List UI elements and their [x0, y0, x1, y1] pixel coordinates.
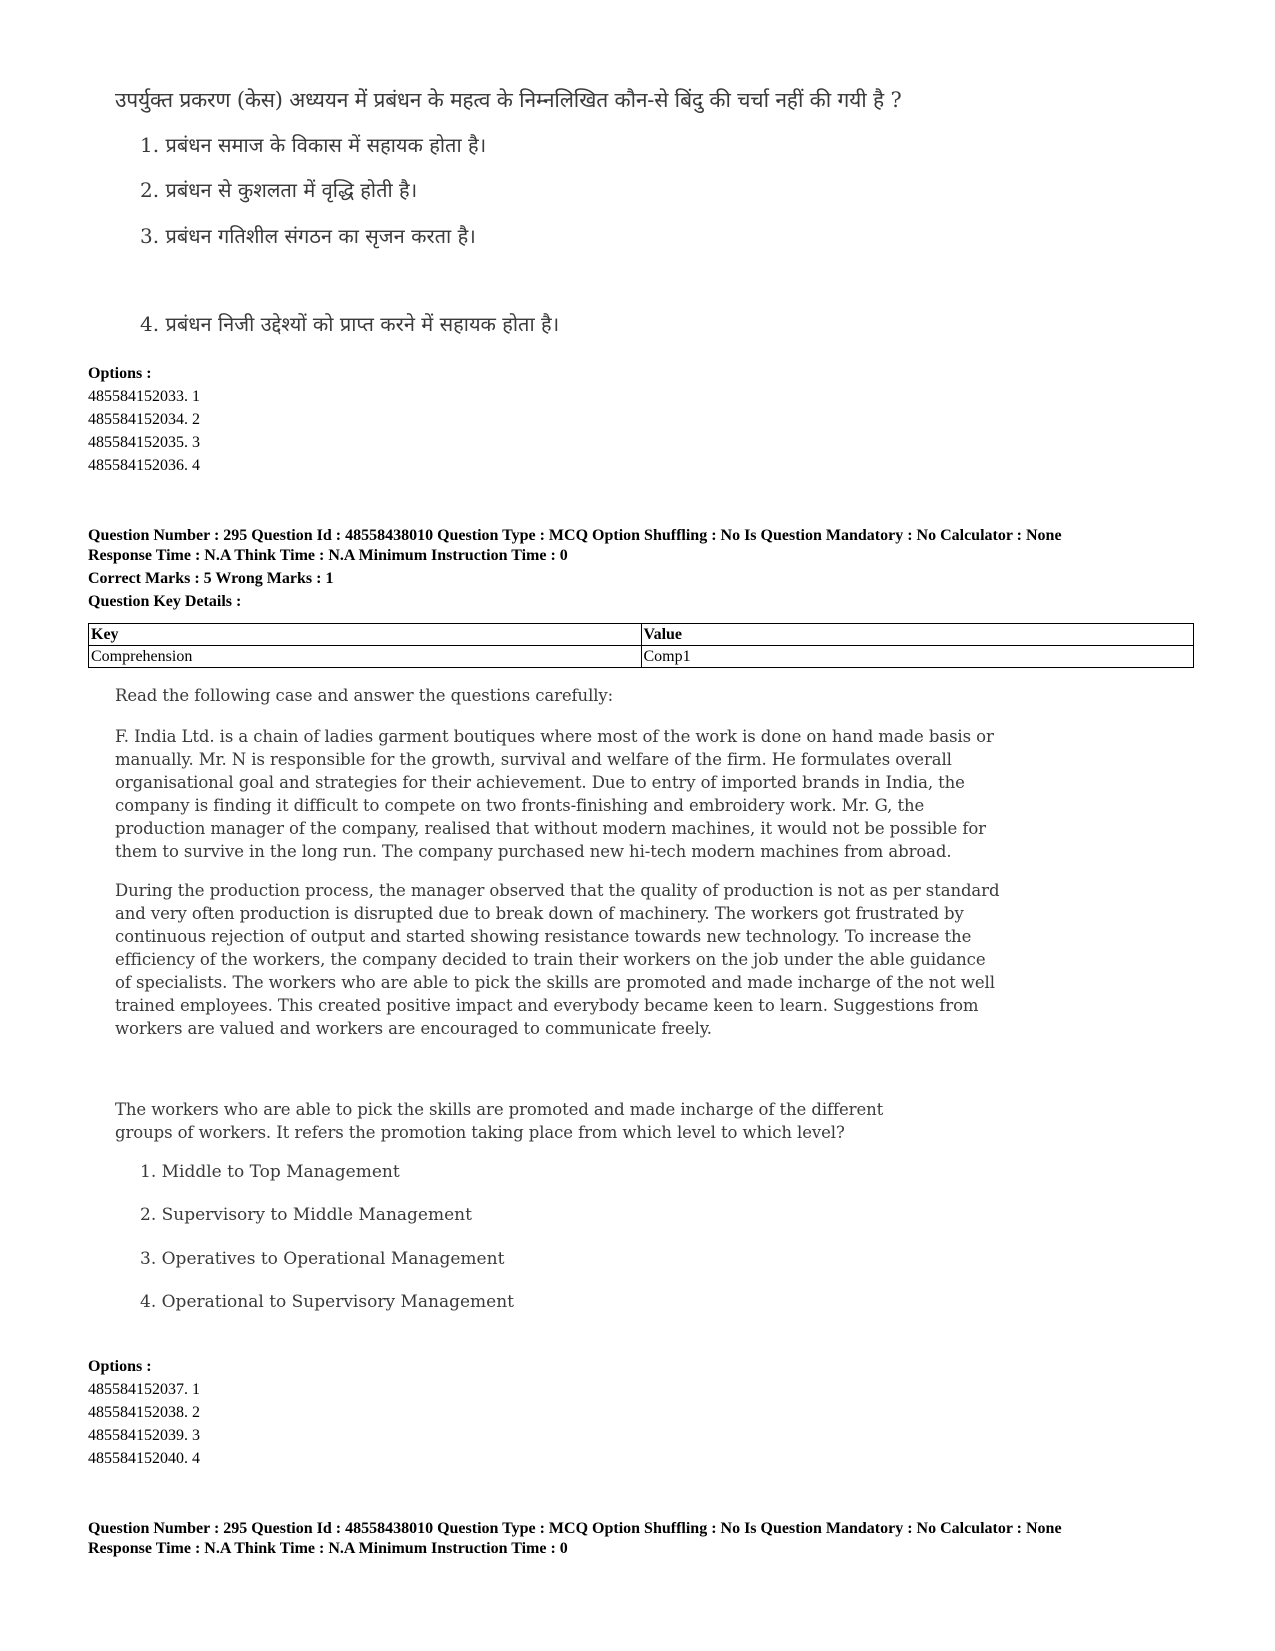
key-details-table — [88, 623, 1194, 668]
table-row — [89, 646, 1194, 668]
option-id: 485584152040. 4 — [88, 1450, 200, 1467]
options-label: Options : — [88, 365, 152, 382]
hindi-choice-1: 1. प्रबंधन समाज के विकास में सहायक होता है। — [140, 133, 487, 157]
hindi-choice-3: 3. प्रबंधन गतिशील संगठन का सृजन करता है। — [140, 224, 476, 248]
case-paragraph-2-text: During the production process, the manager observed that the quality of production is not as per standard and very often production is disrupted due to break down of machinery. The workers got frustrated by continuous rejection of output and started showing resistance towards new technology. To increase the efficiency of the workers, the company decided to train their workers on the job under the able guidance of specialists. The workers who are able to pick the skills are promoted and made incharge of the not well trained employees. This created positive impact and everybody became keen to learn. Suggestions from workers are valued and workers are encouraged to communicate freely. — [115, 881, 1000, 1038]
question-meta-line1: Question Number : 295 Question Id : 48558438010 Question Type : MCQ Option Shuffling : No Is Question Mandatory : No Calculator : None — [88, 1520, 1062, 1537]
key-details-label: Question Key Details : — [88, 593, 242, 610]
case-instruction: Read the following case and answer the questions carefully: — [115, 686, 614, 705]
option-id: 485584152034. 2 — [88, 411, 200, 428]
question-meta-line2: Response Time : N.A Think Time : N.A Minimum Instruction Time : 0 — [88, 547, 568, 564]
question-marks: Correct Marks : 5 Wrong Marks : 1 — [88, 570, 334, 587]
option-id: 485584152039. 3 — [88, 1427, 200, 1444]
case-paragraph-1 — [115, 725, 1005, 863]
table-cell-key: Comprehension — [89, 646, 642, 668]
table-header-key: Key — [89, 624, 642, 646]
case-question: The workers who are able to pick the skills are promoted and made incharge of the different groups of workers. It refers the promotion taking place from which level to which level? — [115, 1100, 884, 1142]
case-paragraph-1-text: F. India Ltd. is a chain of ladies garment boutiques where most of the work is done on hand made basis or manually. Mr. N is responsible for the growth, survival and welfare of the firm. He formulates overall organisational goal and strategies for their achievement. Due to entry of imported brands in India, the company is finding it difficult to compete on two fronts-finishing and embroidery work. Mr. G, the production manager of the company, realised that without modern machines, it would not be possible for them to survive in the long run. The company purchased new hi-tech modern machines from abroad. — [115, 727, 994, 861]
table-header-value: Value — [641, 624, 1194, 646]
case-choice-4: 4. Operational to Supervisory Management — [140, 1292, 514, 1312]
hindi-choice-2: 2. प्रबंधन से कुशलता में वृद्धि होती है। — [140, 178, 418, 202]
case-choice-3: 3. Operatives to Operational Management — [140, 1249, 505, 1269]
option-id: 485584152036. 4 — [88, 457, 200, 474]
table-header-row — [89, 624, 1194, 646]
case-choice-1: 1. Middle to Top Management — [140, 1162, 400, 1182]
case-paragraph-2 — [115, 879, 1005, 1040]
question-meta-line1: Question Number : 295 Question Id : 48558438010 Question Type : MCQ Option Shuffling : No Is Question Mandatory : No Calculator : None — [88, 527, 1062, 544]
question-meta-line2: Response Time : N.A Think Time : N.A Minimum Instruction Time : 0 — [88, 1540, 568, 1557]
option-id: 485584152035. 3 — [88, 434, 200, 451]
option-id: 485584152033. 1 — [88, 388, 200, 405]
table-cell-value: Comp1 — [641, 646, 1194, 668]
hindi-choice-4: 4. प्रबंधन निजी उद्देश्यों को प्राप्त करने में सहायक होता है। — [140, 312, 560, 336]
hindi-question-text: उपर्युक्त प्रकरण (केस) अध्ययन में प्रबंधन के महत्व के निम्नलिखित कौन-से बिंदु की चर्चा नहीं की गयी है ? — [115, 88, 902, 112]
case-choice-2: 2. Supervisory to Middle Management — [140, 1205, 472, 1225]
option-id: 485584152037. 1 — [88, 1381, 200, 1398]
option-id: 485584152038. 2 — [88, 1404, 200, 1421]
options-label: Options : — [88, 1358, 152, 1375]
